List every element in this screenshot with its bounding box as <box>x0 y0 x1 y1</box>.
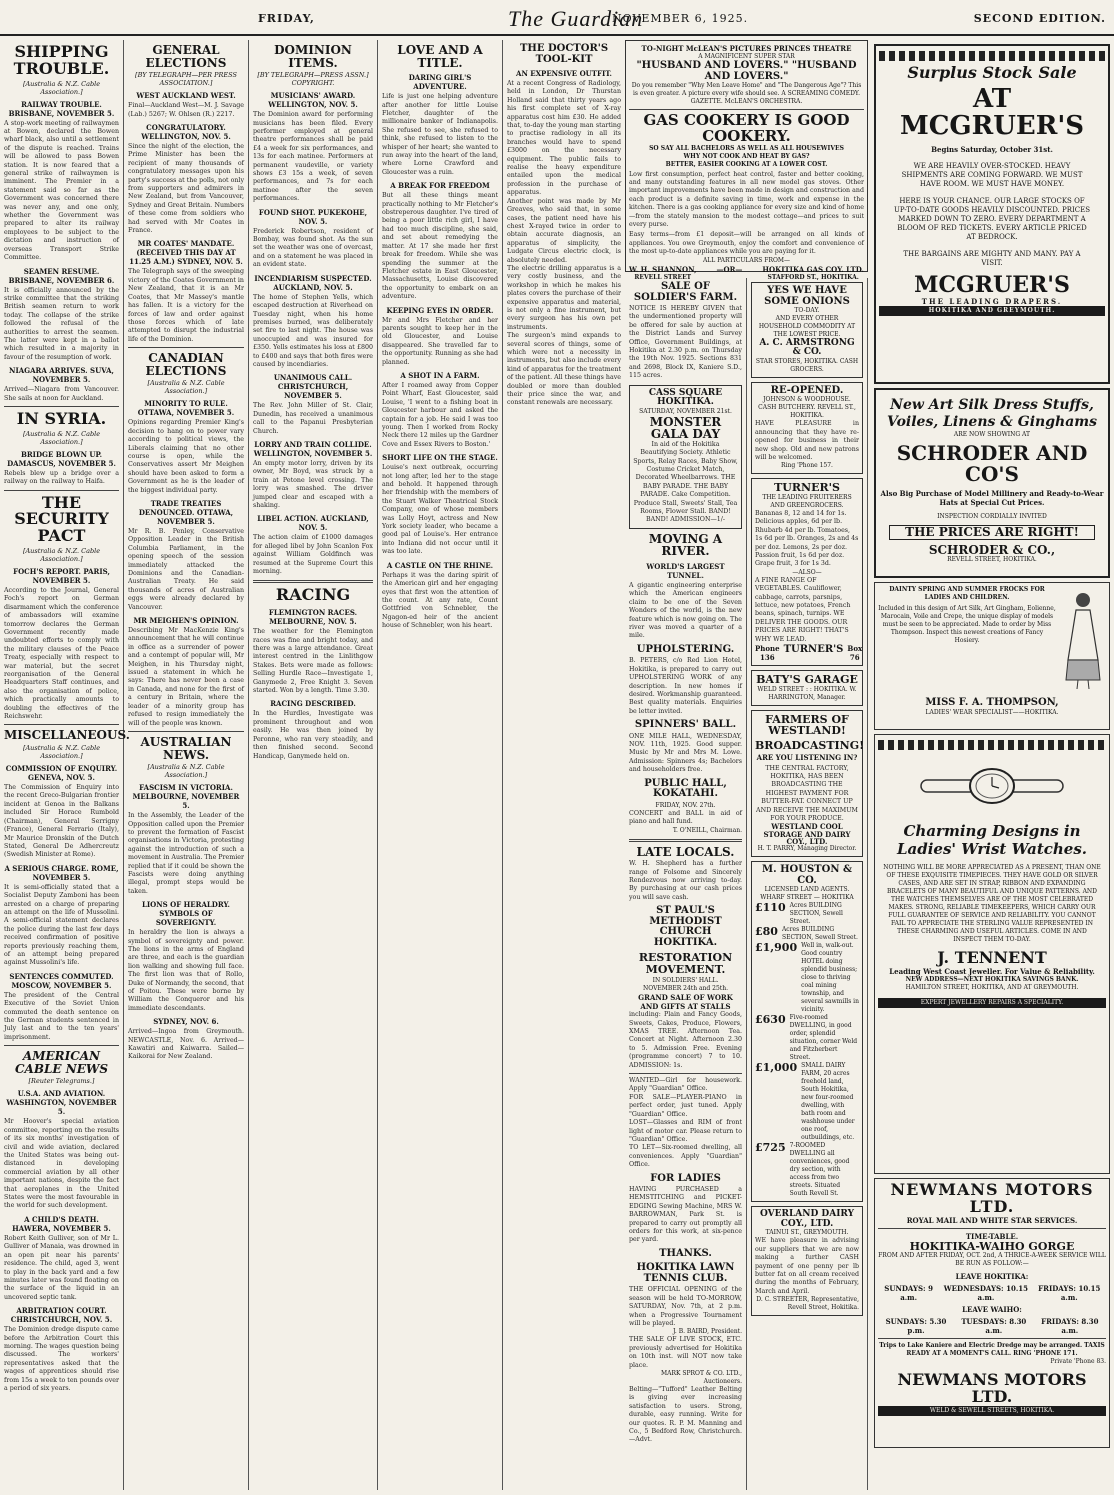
article-body: It is officially announced by the strike committee that the striking British seamen return to work today. The collapse of the strike followed the refusal of the authorities to arrest the seamen. The latter were kept in a ballot which resulted in a majority in favour of the resumption of work. <box>4 286 119 361</box>
subhead: AN EXPENSIVE OUTFIT. <box>516 69 612 78</box>
pictures-sub: A MAGNIFICENT SUPER STAR <box>698 53 795 60</box>
leave-waiho: LEAVE WAIHO: <box>962 1305 1022 1315</box>
square-date: SATURDAY, NOVEMBER 21st. <box>639 407 732 415</box>
surplus-head: Surplus Stock Sale <box>907 63 1077 82</box>
column-3 <box>249 40 378 1490</box>
subhead: TRADE TREATIES DENOUNCED. OTTAWA, NOVEMBER 5. <box>138 498 234 526</box>
byline: [BY TELEGRAPH—PRESS ASSN.] COPYRIGHT. <box>257 71 369 88</box>
moving-river-body: A gigantic engineering enterprise which the American engineers claim to be one of the Seven Wonders of the world, is the new feature which is now going on. The river was moved a quarter of a mile. <box>629 581 742 640</box>
ad-turners <box>751 478 863 666</box>
article-body: Arrived—Niagara from Vancouver. She sails at noon for Auckland. <box>4 386 119 402</box>
turners-phone: Phone 136 <box>755 644 780 663</box>
subhead: MR COATES' MANDATE. (RECEIVED THIS DAY AT 11.25 A.M.) SYDNEY, NOV. 5. <box>129 239 243 267</box>
headline-miscellaneous: MISCELLANEOUS. <box>4 728 130 743</box>
soldiers-farm-head: SALE OF SOLDIER'S FARM. <box>633 281 738 303</box>
thompson-name: MISS F. A. THOMPSON, <box>925 697 1059 708</box>
grand-sale-body: including: Plain and Fancy Goods, Sweets, Cakes, Produce, Flowers, XMAS TREE. Afternoon Tea. Concert at Night. Afternoon 2.30 to 5. Admission Free. Evening (programme concert) 7 to 10. ADMISSION: 1s. <box>629 1011 742 1069</box>
ad-thompson <box>874 582 1110 730</box>
inspection: INSPECTION CORDIALLY INVITED <box>937 513 1047 520</box>
turners-body: Bananas 8, 12 and 14 for 1s. Delicious apples, 6d per lb. Rhubarb 4d per lb. Tomatoes, 1s 6d per lb. Oranges, 2s and 4s per doz. Lemons, 2s per doz. Passion fruit, 1s 6d per doz. Grape fruit, 3 for 1s 3d. <box>755 509 859 568</box>
timetable-cell: SUNDAYS: 5.30 p.m. <box>885 1317 947 1336</box>
trips-note: Trips to Lake Kaniere and Electric Dredge may be arranged. TAXIS READY AT A MOMENT'S CALL. RING 'PHONE 171. <box>879 1342 1105 1358</box>
subhead: RAILWAY TROUBLE. BRISBANE, NOVEMBER 5. <box>8 99 115 118</box>
masthead-date: NOVEMBER 6, 1925. <box>612 12 749 25</box>
houston-head: M. HOUSTON & CO. <box>762 864 852 886</box>
mcgruers-begins: Begins Saturday, October 31st. <box>931 144 1053 154</box>
timetable-cell: FRIDAYS: 8.30 a.m. <box>1041 1317 1099 1336</box>
subhead: LORRY AND TRAIN COLLIDE. WELLINGTON, NOVEMBER 5. <box>253 439 373 458</box>
timetable-row-waiho <box>878 1317 1106 1335</box>
baty-head: BATY'S GARAGE <box>756 673 858 687</box>
houston-price: £630 <box>755 1013 786 1027</box>
kokatahi-date: FRIDAY, NOV. 27th. <box>655 801 716 809</box>
jewellery-repairs: EXPERT JEWELLERY REPAIRS A SPECIALITY. <box>878 998 1106 1008</box>
article-body: Opinions regarding Premier King's decision to hang on to power vary according to political views, the Liberals claiming that no other course is open, while the Conservatives assert Mr Meighen should have been asked to form a Government as he is the leader of the biggest individual party. <box>128 419 244 494</box>
houston-wharf: WHARF STREET — HOKITIKA <box>760 894 854 902</box>
headline-syria: IN SYRIA. <box>16 408 107 428</box>
overland-body: WE have pleasure in advising our suppliers that we are now making a further CASH payment of one penny per lb butter fat on all cream received during the months of February, March and April. <box>755 1237 859 1295</box>
thompson-sub: LADIES' WEAR SPECIALIST——HOKITIKA. <box>925 708 1059 716</box>
leave-hokitika: LEAVE HOKITIKA: <box>955 1272 1029 1282</box>
subhead: NIAGARA ARRIVES. SUVA, NOVEMBER 5. <box>9 366 114 385</box>
divider <box>128 731 244 732</box>
houston-price: £110 <box>755 901 786 915</box>
subhead: CONGRATULATORY. WELLINGTON, NOV. 5. <box>141 123 231 141</box>
column-2 <box>124 40 249 1490</box>
article-body: The president of the Central Executive of the Soviet Union commuted the death sentence on the German students sentenced in July last and to the ten years' imprisonment. <box>4 991 119 1041</box>
subhead: A BREAK FOR FREEDOM <box>390 181 490 191</box>
subhead: UNANIMOUS CALL. CHRISTCHURCH, NOVEMBER 5. <box>273 373 353 401</box>
divider <box>4 406 119 407</box>
dainty-body: Included in this design of Art Silk, Art Gingham, Eolienne, Marocain, Voile and Crepe, the unique display of models must be seen to be appreciated. Made to order by Miss Thompson. Inspect this newest creations of Fancy Hosiery. <box>878 605 1056 644</box>
mcgruers-bargains: THE BARGAINS ARE MIGHTY AND MANY. PAY A VISIT. <box>903 249 1081 267</box>
byline: [BY TELEGRAPH—PER PRESS ASSOCIATION.] <box>135 71 237 88</box>
masthead <box>0 0 1114 36</box>
houston-price: £80 <box>755 925 778 939</box>
divider <box>128 347 244 348</box>
ad-tennent <box>874 734 1110 1174</box>
silk-sub: ARE NOW SHOWING AT <box>953 431 1031 438</box>
subhead: KEEPING EYES IN ORDER. <box>386 305 494 315</box>
ad-newmans <box>874 1178 1110 1448</box>
article-body: At a recent Congress of Radiology, held in London, Dr Thurstan Holland said that thirty years ago his first complete set of X-ray apparatus cost him £30. He added that, to-day the young man starting to practise radiology in all its branches would have to spend £3000 on the necessary equipment. The public fails to realise the heavy expenditure entailed upon the medical profession in the purchase of apparatus. <box>507 80 621 197</box>
article-body: Mr R. B. Penley, Conservative Opposition Leader in the British Columbia Parliament, in the opening speech of the session immediately attacked the Dominions and the Canadian-Australian Treaty. He said thousands of acres of Australian eggs were already declared by Vancouver. <box>128 527 244 611</box>
gas-line-3: BETTER, EASIER COOKING AT A LOWER COST. <box>665 160 828 168</box>
subhead: ARBITRATION COURT. CHRISTCHURCH, NOV. 5. <box>10 1306 113 1325</box>
newmans-name: NEWMANS MOTORS LTD. <box>890 1180 1094 1216</box>
gas-headline: GAS COOKERY IS GOOD COOKERY. <box>643 111 850 145</box>
subhead: SHORT LIFE ON THE STAGE. <box>382 453 498 463</box>
to-let: TO LET—Six-roomed dwelling, all conveniences. Apply "Guardian" Office. <box>629 1144 742 1169</box>
schroder-name: SCHRODER & CO., <box>928 542 1056 557</box>
divider <box>629 839 742 842</box>
ad-reopened <box>751 382 863 475</box>
spinners-body: ONE MILE HALL, WEDNESDAY, NOV. 11th, 1925. Good supper. Music by Mr and Mrs M. Lowe. Admission: Spinners 4s; Bachelors and householders free. <box>629 732 742 774</box>
houston-listing <box>755 926 859 942</box>
lost-glasses: LOST—Glasses and RIM of front light of motor car. Please return to "Guardian" Office. <box>629 1119 742 1143</box>
subhead: RACING DESCRIBED. <box>270 699 356 709</box>
mcgruers-heavily: WE ARE HEAVILY OVER-STOCKED. HEAVY SHIPMENTS ARE COMING FORWARD. WE MUST HAVE ROOM. WE MUST HAVE MONEY. <box>901 161 1083 188</box>
subhead: A CASTLE ON THE RHINE. <box>386 560 494 570</box>
headline-shipping: SHIPPING TROUBLE. <box>13 42 110 78</box>
column-5 <box>503 40 625 660</box>
tennent-sub: Leading West Coast Jeweller. For Value & Reliability. <box>889 966 1095 976</box>
restoration-sub: IN SOLDIERS' HALL. <box>652 977 719 985</box>
subhead: U.S.A. AND AVIATION. WASHINGTON, NOVEMBER 5. <box>6 1089 117 1117</box>
kokatahi-body: CONCERT and BALL in aid of piano and hall fund. <box>629 809 742 826</box>
mcgruers-leading: THE LEADING DRAPERS. <box>921 296 1063 306</box>
ad-houston <box>751 861 863 1202</box>
ad-schroder <box>874 388 1110 578</box>
monster-body: In aid of the Hokitika Beautifying Society. Athletic Sports, Relay Races, Baby Show, Costume Cricket Match, Decorated Wheelbarrows. THE BABY PARADE. THE BABY PARADE. Cake Competition. Produce Stall, Sweets' Stall, Tea Rooms, Flower Stall. BAND! BAND! ADMISSION—1/- <box>633 440 738 524</box>
subhead: SENTENCES COMMUTED. MOSCOW, NOVEMBER 5. <box>9 971 114 990</box>
article-body: According to the Journal, General Foch's report on German disarmament which the conference of ambassadors will examine tomorrow declares the German Government recently made undoubted efforts to comply with the military clauses of the Peace Treaty, especially with respect to war material, but the secret reorganisation of the General Headquarters Staff continues, and also the organisation of police, which practically amounts to doubling the effectives of the Reichswehr. <box>4 586 119 721</box>
farmers-head: FARMERS OF WESTLAND! <box>765 712 849 738</box>
reopened-phone: Ring 'Phone 157. <box>781 462 833 470</box>
lawn-tennis-signature: J. B. BAIRD, President. <box>672 1328 742 1336</box>
reopened-head: RE-OPENED. <box>770 384 844 396</box>
article-body: The Telegraph says of the sweeping victory of the Coates Government in New Zealand, that it is an Mr Coates, that Mr Massey's mantle has fallen. It is a victory for the forces of law and order against those forces which of late attempted to disrupt the industrial life of the Dominion. <box>128 268 244 343</box>
newmans-address: WELD & SEWELL STREETS, HOKITIKA. <box>878 1406 1106 1416</box>
byline: [Australia & N.Z. Cable Association.] <box>22 744 101 761</box>
column-4 <box>378 40 503 1490</box>
square-head: CASS SQUARE HOKITIKA. <box>648 387 723 408</box>
turners-box: Box 76 <box>847 644 863 663</box>
subhead: MINORITY TO RULE. OTTAWA, NOVEMBER 5. <box>137 399 235 418</box>
gas-company: HOKITIKA GAS COY. LTD. <box>762 264 864 274</box>
houston-listing <box>755 902 859 926</box>
decorative-border <box>878 740 1106 750</box>
subhead: SEAMEN RESUME. BRISBANE, NOVEMBER 6. <box>8 266 115 285</box>
turners-name-2: TURNER'S <box>783 644 844 656</box>
gas-shannon: W. H. SHANNON, <box>629 264 697 274</box>
lawn-tennis-body: THE OFFICIAL OPENING of the season will be held TO-MORROW, SATURDAY, Nov. 7th, at 2 p.m. when a Progressive Tournament will be played. <box>629 1286 742 1327</box>
onions-body: AND EVERY OTHER HOUSEHOLD COMMODITY AT THE LOWEST PRICE. <box>758 315 856 338</box>
article-body: Life is just one helping adventure after another for little Louise Fletcher, daughter of the millionaire banker of Indianapolis. She refused to see, she refused to think, she refused to listen to the whisper of her heart; she wanted to run away into the heart of the land, where Lorne Crawford and Gloucester was a ruin. <box>382 93 498 176</box>
methodist-head: ST PAUL'S METHODIST CHURCH HOKITIKA. <box>649 905 722 948</box>
divider <box>4 1045 119 1046</box>
overland-signature: D. C. STREETER, Representative, Revell Street, Hokitika. <box>756 1296 859 1312</box>
headline-australian-news: AUSTRALIAN NEWS. <box>140 734 232 762</box>
mcgruers-chance: HERE IS YOUR CHANCE. OUR LARGE STOCKS OF UP-TO-DATE GOODS HEAVILY DISCOUNTED. PRICES MARKED DOWN TO ZERO. EVERY DEPARTMENT A BLOOM OF RED TICKETS. EVERY ARTICLE PRICED AT BEDROCK. <box>893 196 1091 241</box>
article-body: An empty motor lorry, driven by its owner, Mr Boyd, was struck by a train at Petone level crossing. The lorry was smashed. The driver jumped clear and escaped with a shaking. <box>253 459 373 509</box>
article-body: In the Hurdles, Investigate was prominent throughout and won easily. He was then joined by Peronne, who ran very steadily, and then finished second. Second Handicap, Ganymede held on. <box>253 710 373 760</box>
for-sale-piano: FOR SALE—PLAYER-PIANO in perfect order, just tuned. Apply "Guardian" Office. <box>629 1093 742 1118</box>
divider <box>4 724 119 725</box>
houston-listing <box>755 1062 859 1142</box>
subhead: FOUND SHOT. PUKEKOHE, NOV. 5. <box>258 207 368 226</box>
article-body: After I roamed away from Copper Point Wharf, East Gloucester, said Louise, 'I went to a fishing boat in Gloucester harbour and asked the captain for a job. He said I was too young. Then I worked from Rocky Neck there 12 miles up the Gardner Cove and Essex Rivers to Boston.' <box>382 381 498 448</box>
subhead: BRIDGE BLOWN UP. DAMASCUS, NOVEMBER 5. <box>7 449 116 468</box>
restoration-date: NOVEMBER 24th and 25th. <box>643 985 728 993</box>
tennent-address: NEW ADDRESS—NEXT HOKITIKA SAVINGS BANK. <box>905 975 1079 983</box>
overland-head: OVERLAND DAIRY COY., LTD. <box>759 1209 855 1229</box>
for-ladies-head: FOR LADIES <box>650 1172 721 1184</box>
livestock-notice: THE SALE OF LIVE STOCK, ETC. previously advertised for Hokitika on 10th inst. will NOT now take place. <box>629 1336 742 1369</box>
broadcast-head: BROADCASTING! <box>755 738 864 752</box>
article-body: It is semi-officially stated that a Socialist Deputy Zamboni has been arrested on a charge of preparing an attempt on the life of Mussolini. A semi-official statement declares the police during the last few days received confirmation of positive reports previously reaching them, of an attempt being prepared against Mussolini's life. <box>4 883 119 967</box>
silk-body: Also Big Purchase of Model Millinery and Ready-to-Wear Hats at Special Cut Prices. <box>880 489 1104 507</box>
headline-canadian-elections: CANADIAN ELECTIONS <box>145 351 227 378</box>
article-body: Another point was made by Mr Greaves, who said that, in some cases, the patient need have his chest X-rayed twice in order to obtain accurate diagnosis, an apparatus of simplicity, the Ludgate Circus electric clock, is absolutely needed. <box>507 197 621 264</box>
gas-company-street: STAFFORD ST., HOKITIKA. <box>767 273 859 281</box>
newmans-sub: ROYAL MAIL AND WHITE STAR SERVICES. <box>906 1215 1078 1225</box>
subhead: INCENDIARISM SUSPECTED. AUCKLAND, NOV. 5. <box>254 273 372 292</box>
overland-sub: TAINUI ST., GREYMOUTH. <box>765 1229 849 1237</box>
byline: [Australia & N.Z. Cable Association.] <box>22 546 101 563</box>
article-body: The surgeon's mind expands to several scores of things, some of which were not a necessity in instruments, but also include every kind of apparatus for the treatment of the patient. All these things have doubled or more than doubled their price since the war, and constant renewals are necessary. <box>507 332 621 407</box>
tennent-name: J. TENNENT <box>937 948 1047 967</box>
soldiers-farm-body: NOTICE IS HEREBY GIVEN that the undermentioned property will be offered for sale by auction at the District Lands and Survey Office, Government Buildings, at Hokitika at 2.30 p.m. on Thursday the 19th Nov. 1925. Sections 831 and 2698, Block IX, Kaniere S.D., 115 acres. <box>629 305 742 380</box>
divider <box>253 580 373 583</box>
westland-company: WESTLAND COOL STORAGE AND DAIRY COY., LTD. <box>763 822 851 847</box>
tennent-address-2: HAMILTON STREET, HOKITIKA, AND AT GREYMOUTH. <box>905 983 1079 991</box>
armstrong-sub: STAR STORES, HOKITIKA. CASH GROCERS. <box>755 357 859 373</box>
ad-overland-dairy <box>751 1206 863 1316</box>
turners-head: TURNER'S <box>774 481 840 495</box>
article-body: Louise's next outbreak, occurring not long after, led her to the stage and behold. It happened through her friendship with the members of the Stuart Walker Theatrical Stock Company, one of whose members was Lolly Hoyt, actress and New York society leader, who became a good pal of Louise's. Her entrance into Indiana did not occur until it was too late. <box>382 464 498 556</box>
article-body: Final—Auckland West—M. J. Savage (Lab.) 5267; W. Ohlsen (R.) 2217. <box>128 102 244 118</box>
reopened-sub: JOHNSON & WOODHOUSE. CASH BUTCHERY. REVELL ST., HOKITIKA. <box>758 396 856 420</box>
turners-veg: A FINE RANGE OF VEGETABLES. Cauliflower, cabbage, carrots, parsnips, lettuce, new potatoes, French beans, spinach, turnips. WE DELIVER THE GOODS. OUR PRICES ARE RIGHT! THAT'S WHY WE LEAD. <box>755 576 851 643</box>
subhead: LIONS OF HERALDRY. SYMBOLS OF SOVEREIGNTY. <box>141 900 230 928</box>
restoration-head: RESTORATION MOVEMENT. <box>638 951 733 976</box>
reopened-body: HAVE PLEASURE in announcing that they have re-opened for business in their new shop. Old and new patrons will be welcomed. <box>755 420 859 461</box>
moving-river-sub: WORLD'S LARGEST TUNNEL. <box>646 561 725 580</box>
article-body: The weather for the Flemington races was fine and bright today, and there was a large attendance. Great interest centred in the Linlithgow Stakes. Bets were made as follows: Selling Hurdle Race—Investigate 1, Ganymede 2, Free Knight 3. Seven started. Won by a length. Time 3.30. <box>253 628 373 695</box>
masthead-edition: SECOND EDITION. <box>973 12 1106 25</box>
onions-head: YES WE HAVE SOME ONIONS <box>764 285 850 307</box>
houston-desc: Well in, walk-out. Good country HOTEL doing splendid business; close to thriving coal mining township, and several sawmills in vicinity. <box>801 942 859 1014</box>
moving-river-head: MOVING A RIVER. <box>648 531 723 559</box>
timetable-cell: WEDNESDAYS: 10.15 a.m. <box>943 1284 1028 1303</box>
houston-price: £1,000 <box>755 1061 798 1075</box>
monster-gala: MONSTER GALA DAY <box>649 414 722 442</box>
subhead: LIBEL ACTION. AUCKLAND, NOV. 5. <box>257 514 369 533</box>
byline: [Australia & N.Z. Cable Association.] <box>22 429 101 446</box>
article-body: The Commission of Enquiry into the recent Greco-Bulgarian frontier incident at Genoa in the Balkans included Sir Horace Rumbold (Chairman), General Serrigny (France), General Ferrario (Italy), Mr Maurice Dronskin of the Dutch Stated, General De Adhercreutz (Swedish Minister at Rome). <box>4 784 119 859</box>
onions-sub: TO-DAY. <box>794 307 820 314</box>
belting-ad: Belting—"Tufford" Leather Belting is giving ever increasing satisfaction to users. Strong, durable, easy running. Write for our quotes. R. P. M. Manning and Co., 5 Bedford Row, Christchurch.—Advt. <box>629 1386 742 1444</box>
houston-listing <box>755 1014 859 1062</box>
subhead: MR MEIGHEN'S OPINION. <box>133 616 239 626</box>
schroder-street: REVELL STREET, HOKITIKA. <box>947 556 1037 564</box>
ad-cass-square <box>629 385 742 529</box>
upholstering-body: B. PETERS, c/o Red Lion Hotel, Hokitika, is prepared to carry out UPHOLSTERING WORK of any description. In new homes if desired. Workmanship guaranteed. Best quality materials. Enquiries be letter invited. <box>629 657 742 715</box>
upholstering-head: UPHOLSTERING. <box>636 643 735 655</box>
schroder-title: SCHRODER AND CO'S <box>896 441 1088 486</box>
divider <box>629 1073 742 1074</box>
lady-figure-icon <box>1060 590 1106 690</box>
timetable-cell: FRIDAYS: 10.15 a.m. <box>1038 1284 1101 1303</box>
pictures-bar: TO-NIGHT McLEAN'S PICTURES PRINCES THEATRE <box>641 44 852 53</box>
houston-desc: Five-roomed DWELLING, in good order, splendid situation, corner Weld and Fitzherbert Street. <box>789 1014 858 1062</box>
lawn-tennis-head: HOKITIKA LAWN TENNIS CLUB. <box>636 1262 735 1284</box>
newmans-name-2: NEWMANS MOTORS LTD. <box>897 1370 1087 1406</box>
ad-broadcasting <box>751 710 863 858</box>
broadcast-body: THE CENTRAL FACTORY, HOKITIKA, HAS BEEN BROADCASTING THE HIGHEST PAYMENT FOR BUTTER-FAT. CONNECT UP AND RECEIVE THE MAXIMUM FOR YOUR PRODUCE. <box>756 764 858 823</box>
headline-love-and-title: LOVE AND A TITLE. <box>397 43 483 70</box>
ad-column-a <box>625 278 747 1490</box>
houston-price: £725 <box>755 1141 786 1155</box>
wrist-watch-icon <box>917 756 1067 816</box>
headline-american-cable: AMERICAN CABLE NEWS <box>14 1049 109 1076</box>
houston-desc: 7-ROOMED DWELLING all conveniences, good dry section, with access from two streets. Situated South Revell St. <box>789 1142 850 1198</box>
spinners-head: SPINNERS' BALL. <box>634 719 737 731</box>
article-body: Mr Hoover's special aviation committee, reporting on the results of its six months' investigation of civil and wide aviation, declared the United States was being out-distanced in developing commercial aviation by all other important nations, despite the fact that aeroplanes in the United States were the most favourable in the world for such development. <box>4 1118 119 1210</box>
gas-terms: Easy terms—from £1 deposit—will be arranged on all kinds of appliances. You owe Greymouth, enjoy the comfort and convenience of the most up-to-date appliances while you are paying for it. <box>629 231 864 256</box>
gas-or: —OR— <box>716 264 743 274</box>
late-locals-body: W. H. Shepherd has a further range of Folsome and Sincerely Rendezvous now arriving to-day. By purchasing at our cash prices you will save cash. <box>629 860 742 901</box>
article-body: The home of Stephen Yells, which escaped destruction at Riverhead on Tuesday night, when his home premises burned, was deliberately set fire to last night. The house was unoccupied and was insured for £350. Yells estimates his loss at £800 to £400 and says that both fires were caused by incendiaries. <box>253 293 373 368</box>
wanted-girl: WANTED—Girl for housework. Apply "Guardian" Office. <box>629 1077 742 1093</box>
subhead: FLEMINGTON RACES. MELBOURNE, NOV. 5. <box>268 608 358 627</box>
pictures-desc: Do you remember "Why Men Leave Home" and "The Dangerous Age"? This is even greater. A picture every wife should see. A SCREAMING COMEDY. GAZETTE. McLEAN'S ORCHESTRA. <box>631 82 862 105</box>
westland-signature: H. T. PARRY, Managing Director. <box>757 845 857 853</box>
byline: [Australia & N.Z. Cable Association.] <box>147 379 225 396</box>
subhead: WEST AUCKLAND WEST. <box>136 91 236 101</box>
article-body: Mr and Mrs Fletcher and her parents sought to keep her in the old Gloucester, and Louise disappeared. She travelled far to the opportunity. Running as she had planned. <box>382 316 498 366</box>
article-body: Robert Keith Gulliver, son of Mr L. Gulliver of Manaia, was drowned in an open pit near his parents' residence. The child, aged 3, went to play in the back yard and a few minutes later was found floating on the surface of the liquid in an uncovered septic tank. <box>4 1234 119 1301</box>
turners-contact <box>755 644 863 663</box>
headline-security-pact: THE SECURITY PACT <box>14 492 109 546</box>
article-body: The action claim of £1000 damages for alleged libel by John Scanlon Fox against William Goldfinch was resumed at the Supreme Court this morning. <box>253 534 373 576</box>
headline-dominion-items: DOMINION ITEMS. <box>274 43 352 70</box>
houston-listing <box>755 942 859 1014</box>
divider <box>878 1338 1106 1339</box>
decorative-border <box>879 51 1105 61</box>
timetable-head: TIME-TABLE. <box>965 1231 1019 1241</box>
article-body: In the Assembly, the Leader of the Opposition called upon the Premier to prevent the formation of Fascist organisations in Victoria, protesting against the introduction of such a movement in Australia. The Premier replied that if it could be shown the Fascists were doing anything illegal, prompt steps would be taken. <box>128 812 244 895</box>
article-body: Frederick Robertson, resident of Bombay, was found shot. As the sun set the weather was one of overcast, and on a statement he was placed in an evident state. <box>253 227 373 269</box>
ad-onions <box>751 282 863 378</box>
divider <box>878 1228 1106 1229</box>
timetable-row-hokitika <box>878 1284 1106 1302</box>
subhead: A SERIOUS CHARGE. ROME, NOVEMBER 5. <box>4 863 119 882</box>
subhead: SYDNEY, NOV. 6. <box>153 1017 219 1027</box>
subhead: DARING GIRL'S ADVENTURE. <box>408 73 472 92</box>
gas-line-1: SO SAY ALL BACHELORS AS WELL AS ALL HOUSEWIVES <box>649 144 844 152</box>
route-body: FROM AND AFTER FRIDAY, OCT. 2nd, A THRICE-A-WEEK SERVICE WILL BE RUN AS FOLLOW:— <box>878 1252 1106 1268</box>
houston-desc: SMALL DAIRY FARM, 20 acres freehold land, South Hokitika, new four-roomed dwelling, with bath room and washhouse under one roof, outbuildings, etc. <box>801 1062 855 1142</box>
article-body: In heraldry the lion is always a symbol of sovereignty and power. The lions in the arms of England are three, and each is the guardian lion walking and showing full face. The first lion was that of Rollo, Duke of Normandy, the second, that of Poitou. These were borne by William the Conqueror and his immediate descendants. <box>128 929 244 1012</box>
charming-body: NOTHING WILL BE MORE APPRECIATED AS A PRESENT, THAN ONE OF THESE EXQUISITE TIMEPIECES. THEY HAVE GOLD OR SILVER CASES, AND ARE SET IN STRAP, RIBBON AND EXPANDING BRACELETS OF MANY BEAUTIFUL AND UNIQUE PATTERNS. AND THE WATCHES THEMSELVES ARE OF THE MOST CELEBRATED MAKES. STRONG, RELIABLE TIMEKEEPERS, WHICH CARRY OUR FULL GUARANTEE OF SERVICE AND RELIABILITY. YOU CANNOT FAIL TO APPRECIATE THE STERLING VALUE REPRESENTED IN THESE CHARMING AND USEFUL ARTICLES. COME IN AND INSPECT THEM TO-DAY. <box>883 864 1101 943</box>
silk-head: New Art Silk Dress Stuffs, Voiles, Linens & Ginghams <box>887 397 1097 430</box>
late-locals-head: LATE LOCALS. <box>636 844 735 859</box>
article-body: Arrived—Ingoa from Greymouth. NEWCASTLE, Nov. 6. Arrived—Kawatiri and Kaiwarra. Sailed—Kaikorai for New Zealand. <box>128 1028 244 1061</box>
kokatahi-signature: T. O'NEILL, Chairman. <box>672 826 742 834</box>
subhead: A CHILD'S DEATH. HAWERA, NOVEMBER 5. <box>12 1214 111 1233</box>
grand-sale: GRAND SALE OF WORK AND GIFTS AT STALLS <box>638 993 733 1012</box>
ad-mcgruers <box>874 44 1110 384</box>
subhead: COMMISSION OF ENQUIRY. GENEVA, NOV. 5. <box>5 764 118 783</box>
houston-sub: LICENSED LAND AGENTS. <box>764 886 850 894</box>
gas-shannon-street: REVELL STREET <box>634 273 692 281</box>
mcgruers-title: AT MCGRUER'S <box>899 84 1085 142</box>
thanks-head: THANKS. <box>659 1247 712 1259</box>
subhead: A SHOT IN A FARM. <box>400 370 480 380</box>
charming-head: Charming Designs in Ladies' Wrist Watches. <box>896 822 1088 858</box>
ad-column-b <box>747 278 868 1490</box>
gas-body: Low first consumption, perfect heat control, faster and better cooking, and many outstanding features in all new model gas stoves. Other important improvements have been made in design and construction and each product is a definite saving in time, work and expense in the kitchen. There is a gas cooking appliance for every size and kind of home—from the stately mansion to the modest cottage—and prices to suit every purse. <box>629 170 864 228</box>
headline-racing: RACING <box>275 585 351 605</box>
divider <box>629 109 864 110</box>
houston-desc: Acres BUILDING SECTION, Sewell Street. <box>789 902 843 926</box>
houston-listing <box>755 1142 859 1198</box>
article-body: The electric drilling apparatus is a very costly business, and the workshop in which he makes his plates covers the purchase of their expensive apparatus and material, is not only a fine instrument, but every surgeon has his own pet instruments. <box>507 264 621 331</box>
article-body: Since the night of the election, the Prime Minister has been the recipient of many thousands of congratulatory messages upon his party's success at the polls, not only from supporters and admirers in New Zealand, but from Vancouver, Sydney and Great Britain. Numbers of these come from soldiers who had served with Mr Coates in France. <box>128 143 244 235</box>
armstrong-name: A. C. ARMSTRONG & CO. <box>759 338 855 358</box>
turners-also: —ALSO— <box>792 568 822 576</box>
column-1 <box>0 40 130 1490</box>
houston-desc: Acres BUILDING SECTION, Sewell Street. <box>781 926 858 942</box>
article-body: The Dominion dredge dispute came before the Arbitration Court this morning. The wages question being discussed. The workers' representatives asked that the wages of apprentices should rise from 15s a week to ten pounds over a period of six years. <box>4 1326 119 1392</box>
article-body: But all these things meant practically nothing to Mr Fletcher's obstreperous daughter. I've tired of being a poor little rich girl, I have had too much discipline, she said, and set about remedying the matter. At 17 she made her first break for freedom. While she was spending the summer at the Fletcher estate in East Gloucester, Massachusetts, Louise discovered the opportunity to embark on an adventure. <box>382 192 498 301</box>
subhead: FOCH'S REPORT. PARIS, NOVEMBER 5. <box>13 566 110 585</box>
for-ladies-body: HAVING PURCHASED a HEMSTITCHING and PICKET-EDGING Sewing Machine, MRS W. BARROWMAN, Park St. is prepared to carry out promptly all orders for this work, at six-pence per yard. <box>629 1186 742 1244</box>
byline: [Australia & N.Z. Cable Association.] <box>22 79 101 96</box>
livestock-signature: MARK SPROT & CO. LTD., Auctioneers. <box>660 1370 742 1386</box>
article-body: The Rev. John Miller of St. Clair, Dunedin, has received a unanimous call to the Papanui Presbyterian Church. <box>253 402 373 435</box>
prices-right: THE PRICES ARE RIGHT! <box>889 525 1095 540</box>
article-body: Perhaps it was the daring spirit of the American girl and her engaging eyes that first won the attention of the count. At any rate, Count Gottfried von Schnebler, the Ngagon-ed heir of the ancient house of Schnebler, won his heart. <box>382 571 498 630</box>
byline: [Reuter Telegrams.] <box>28 1077 95 1086</box>
divider <box>4 490 119 491</box>
masthead-title: The Guardian <box>508 6 644 31</box>
turners-sub: THE LEADING FRUITERERS AND GREENGROCERS. <box>762 493 852 509</box>
baty-body: WELD STREET : : HOKITIKA. W. HARRINGTON, Manager. <box>757 685 857 701</box>
subhead: MUSICIANS' AWARD. WELLINGTON, NOV. 5. <box>268 91 358 110</box>
route-head: HOKITIKA-WAIHO GORGE <box>909 1239 1075 1253</box>
masthead-day: FRIDAY, <box>258 12 315 25</box>
mcgruers-towns: HOKITIKA AND GREYMOUTH. <box>879 306 1105 316</box>
timetable-cell: SUNDAYS: 9 a.m. <box>884 1284 933 1303</box>
headline-doctors-toolkit: THE DOCTOR'S TOOL-KIT <box>519 43 609 65</box>
ad-pictures-and-gas <box>625 40 868 281</box>
article-body: Describing Mr MacKenzie King's announcement that he will continue in office as a surrender of power and a contempt of popular will, Mr Meighen, in his Thursday night, issued a statement in which he says: There has never been a case in Canada, and none for the first of a century in Britain, where the leader of a minority group has refused to resign immediately the will of the people was known. <box>128 627 244 727</box>
houston-price: £1,900 <box>755 941 798 955</box>
listening-head: ARE YOU LISTENING IN? <box>756 753 858 763</box>
subhead: FASCISM IN VICTORIA. MELBOURNE, NOVEMBER 5. <box>132 783 240 811</box>
gas-from: ALL PARTICULARS FROM— <box>702 256 791 264</box>
article-body: The Dominion award for performing musicians has been filed. Every performer employed at general theatre performances shall be paid £4 a week for six performances, and 13s for each matinee. Performers at permanent vaudeville, or variety shows £3 15s a week, of seven performances, and 7s for each matinee after the seven performances. <box>253 111 373 203</box>
byline: [Australia & N.Z. Cable Association.] <box>147 763 225 780</box>
dainty-head: DAINTY SPRING AND SUMMER FROCKS FOR LADIES AND CHILDREN. <box>889 586 1045 601</box>
timetable-cell: TUESDAYS: 8.30 a.m. <box>961 1317 1027 1336</box>
article-body: A stop-work meeting of railwaymen at Bowen, declared the Bowen wharf black, also until a settlement of the dispute is reached. Trains will be allowed to pass Bowen station. It is now feared that a general strike of railwaymen is imminent. The Premier in a statement said so far as the Government was concerned there was never any, and one only, whether the Government was prepared to alter its railway employees to be subject to the dictation and instruction of overseas Transport Strike Committee. <box>4 119 119 262</box>
headline-general-elections: GENERAL ELECTIONS <box>145 43 227 70</box>
kokatahi-head: PUBLIC HALL, KOKATAHI. <box>644 777 727 800</box>
mcgruers-logo: MCGRUER'S <box>914 271 1070 298</box>
private-phone: Private 'Phone 83. <box>1050 1358 1106 1366</box>
ad-column-right <box>870 40 1114 1490</box>
gas-line-2: WHY NOT COOK AND HEAT BY GAS? <box>683 152 810 160</box>
article-body: Rebels blew up a bridge over a railway on the railway to Haifa. <box>4 469 119 486</box>
ad-baty <box>751 670 863 706</box>
pictures-title: "HUSBAND AND LOVERS." "HUSBAND AND LOVERS." <box>636 60 857 82</box>
